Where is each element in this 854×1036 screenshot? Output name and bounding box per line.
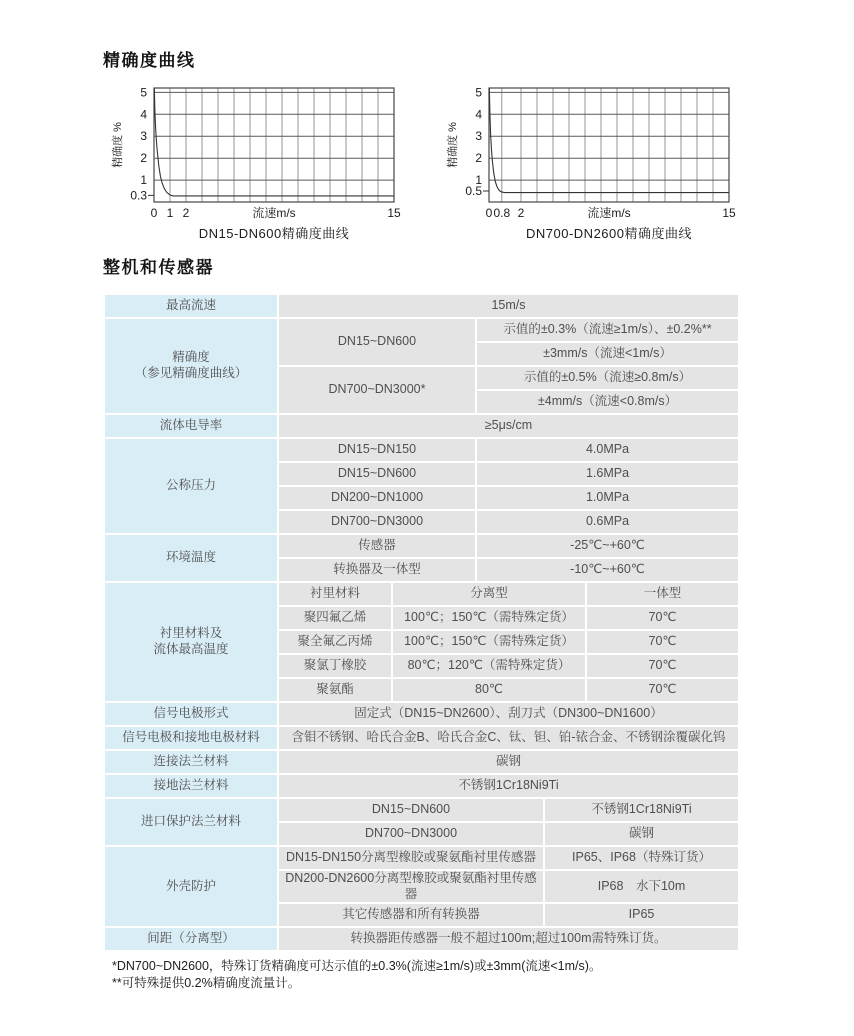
svg-text:精确度 %: 精确度 % xyxy=(112,122,124,168)
table-row xyxy=(105,751,738,773)
svg-text:流速m/s: 流速m/s xyxy=(587,206,631,220)
spec-label-cell: 接地法兰材料 xyxy=(105,775,277,797)
spec-value-cell: 70℃ xyxy=(587,607,738,629)
table-row xyxy=(105,295,738,317)
spec-label-cell: 最高流速 xyxy=(105,295,277,317)
section-title-machine-and-sensor: 整机和传感器 xyxy=(103,258,214,277)
spec-sub-label-cell: DN700~DN3000 xyxy=(279,511,475,533)
spec-label-cell: 公称压力 xyxy=(105,439,277,533)
spec-label-line: 精确度 xyxy=(172,350,210,365)
spec-value-cell: ±3mm/s（流速<1m/s） xyxy=(477,343,738,365)
svg-text:15: 15 xyxy=(722,206,736,220)
spec-column-header: 衬里材料 xyxy=(279,583,391,605)
spec-value-cell: 示值的±0.3%（流速≥1m/s）、±0.2%** xyxy=(477,319,738,341)
accuracy-chart-figure-dn15-dn600 xyxy=(97,80,411,242)
svg-text:2: 2 xyxy=(475,151,482,166)
spec-sub-label-cell: 聚氨酯 xyxy=(279,679,391,701)
svg-text:0.8: 0.8 xyxy=(493,206,511,220)
chart-caption: DN700-DN2600精确度曲线 xyxy=(526,226,692,241)
table-row xyxy=(105,775,738,797)
svg-text:精确度 %: 精确度 % xyxy=(447,122,459,168)
svg-text:2: 2 xyxy=(182,206,190,220)
spec-sub-label-cell: DN15-DN150分离型橡胶或聚氨酯衬里传感器 xyxy=(279,847,543,869)
section-title-accuracy-curves: 精确度曲线 xyxy=(103,51,196,70)
table-row xyxy=(105,847,738,869)
svg-text:流速m/s: 流速m/s xyxy=(252,206,296,220)
spec-value-cell: IP68 水下10m xyxy=(545,871,738,902)
spec-label-cell: 流体电导率 xyxy=(105,415,277,437)
spec-label-line: （参见精确度曲线） xyxy=(134,366,248,380)
spec-value-cell: 1.0MPa xyxy=(477,487,738,509)
footnote-1: *DN700~DN2600，特殊订货精确度可达示值的±0.3%(流速≥1m/s)或±3mm(流速<1m/s)。 xyxy=(112,959,602,973)
spec-label-cell: 环境温度 xyxy=(105,535,277,581)
spec-value-cell: 固定式（DN15~DN2600）、刮刀式（DN300~DN1600） xyxy=(279,703,738,725)
spec-column-header: 分离型 xyxy=(393,583,585,605)
svg-text:1: 1 xyxy=(140,173,147,188)
table-row xyxy=(105,703,738,725)
spec-value-cell: 70℃ xyxy=(587,655,738,677)
spec-sub-label-cell: DN15~DN600 xyxy=(279,463,475,485)
spec-sub-label-cell: 传感器 xyxy=(279,535,475,557)
spec-value-cell: 100℃；150℃（需特殊定货） xyxy=(393,631,585,653)
accuracy-chart-dn700-dn2600 xyxy=(432,80,746,230)
footnote-2: **可特殊提供0.2%精确度流量计。 xyxy=(112,976,301,990)
svg-text:0.3: 0.3 xyxy=(130,188,147,203)
spec-label-cell xyxy=(105,319,277,413)
spec-label-cell xyxy=(105,583,277,701)
svg-text:0: 0 xyxy=(150,206,158,220)
spec-label-line: 衬里材料及 xyxy=(159,626,223,641)
spec-value-cell: IP65 xyxy=(545,904,738,926)
spec-value-cell: 100℃；150℃（需特殊定货） xyxy=(393,607,585,629)
svg-text:15: 15 xyxy=(387,206,401,220)
spec-sub-label-cell: DN15~DN600 xyxy=(279,799,543,821)
accuracy-chart-dn15-dn600 xyxy=(97,80,411,230)
spec-sub-label-cell: DN15~DN150 xyxy=(279,439,475,461)
spec-sub-label-cell: 其它传感器和所有转换器 xyxy=(279,904,543,926)
spec-label-cell: 连接法兰材料 xyxy=(105,751,277,773)
table-row xyxy=(105,319,738,341)
table-row xyxy=(105,727,738,749)
table-row xyxy=(105,799,738,821)
spec-sub-label-cell: DN200-DN2600分离型橡胶或聚氨酯衬里传感器 xyxy=(279,871,543,902)
spec-table xyxy=(103,293,740,952)
svg-text:0: 0 xyxy=(485,206,493,220)
spec-label-line: 流体最高温度 xyxy=(153,642,229,656)
spec-value-cell: 转换器距传感器一般不超过100m;超过100m需特殊订货。 xyxy=(279,928,738,950)
table-row xyxy=(105,583,738,605)
spec-label-cell: 进口保护法兰材料 xyxy=(105,799,277,845)
spec-label-cell: 信号电极和接地电极材料 xyxy=(105,727,277,749)
spec-sub-label-cell: 聚四氟乙烯 xyxy=(279,607,391,629)
spec-value-cell: 不锈钢1Cr18Ni9Ti xyxy=(545,799,738,821)
spec-sub-label-cell: DN200~DN1000 xyxy=(279,487,475,509)
svg-text:2: 2 xyxy=(140,151,147,166)
table-row xyxy=(105,415,738,437)
svg-text:2: 2 xyxy=(517,206,525,220)
svg-text:5: 5 xyxy=(140,85,147,100)
spec-value-cell: 15m/s xyxy=(279,295,738,317)
spec-column-header: 一体型 xyxy=(587,583,738,605)
spec-value-cell: ≥5μs/cm xyxy=(279,415,738,437)
spec-sub-label-cell: DN700~DN3000* xyxy=(279,367,475,413)
svg-text:3: 3 xyxy=(475,129,482,144)
spec-value-cell: 0.6MPa xyxy=(477,511,738,533)
spec-sub-label-cell: 聚氯丁橡胶 xyxy=(279,655,391,677)
spec-value-cell: -25℃~+60℃ xyxy=(477,535,738,557)
spec-value-cell: 4.0MPa xyxy=(477,439,738,461)
spec-label-cell: 间距（分离型） xyxy=(105,928,277,950)
spec-value-cell: -10℃~+60℃ xyxy=(477,559,738,581)
spec-value-cell: 1.6MPa xyxy=(477,463,738,485)
spec-sub-label-cell: DN700~DN3000 xyxy=(279,823,543,845)
svg-text:5: 5 xyxy=(475,85,482,100)
spec-value-cell: 70℃ xyxy=(587,679,738,701)
svg-text:4: 4 xyxy=(475,107,482,122)
spec-value-cell: 不锈钢1Cr18Ni9Ti xyxy=(279,775,738,797)
spec-value-cell: 70℃ xyxy=(587,631,738,653)
spec-label-cell: 外壳防护 xyxy=(105,847,277,926)
svg-text:0.5: 0.5 xyxy=(465,184,482,198)
spec-sub-label-cell: 聚全氟乙丙烯 xyxy=(279,631,391,653)
svg-text:4: 4 xyxy=(140,107,147,122)
table-row xyxy=(105,928,738,950)
spec-label-cell: 信号电极形式 xyxy=(105,703,277,725)
accuracy-chart-figure-dn700-dn2600 xyxy=(432,80,746,242)
spec-value-cell: 示值的±0.5%（流速≥0.8m/s） xyxy=(477,367,738,389)
spec-value-cell: 80℃ xyxy=(393,679,585,701)
table-row xyxy=(105,439,738,461)
spec-value-cell: IP65、IP68（特殊订货） xyxy=(545,847,738,869)
spec-value-cell: 碳钢 xyxy=(279,751,738,773)
spec-sub-label-cell: 转换器及一体型 xyxy=(279,559,475,581)
spec-sub-label-cell: DN15~DN600 xyxy=(279,319,475,365)
svg-text:1: 1 xyxy=(166,206,174,220)
svg-text:3: 3 xyxy=(140,129,147,144)
chart-caption: DN15-DN600精确度曲线 xyxy=(198,226,350,241)
spec-value-cell: 碳钢 xyxy=(545,823,738,845)
table-row xyxy=(105,535,738,557)
svg-text:1: 1 xyxy=(475,173,482,188)
spec-value-cell: 80℃；120℃（需特殊定货） xyxy=(393,655,585,677)
spec-value-cell: ±4mm/s（流速<0.8m/s） xyxy=(477,391,738,413)
spec-value-cell: 含钼不锈钢、哈氏合金B、哈氏合金C、钛、钽、铂-铱合金、不锈钢涂覆碳化钨 xyxy=(279,727,738,749)
